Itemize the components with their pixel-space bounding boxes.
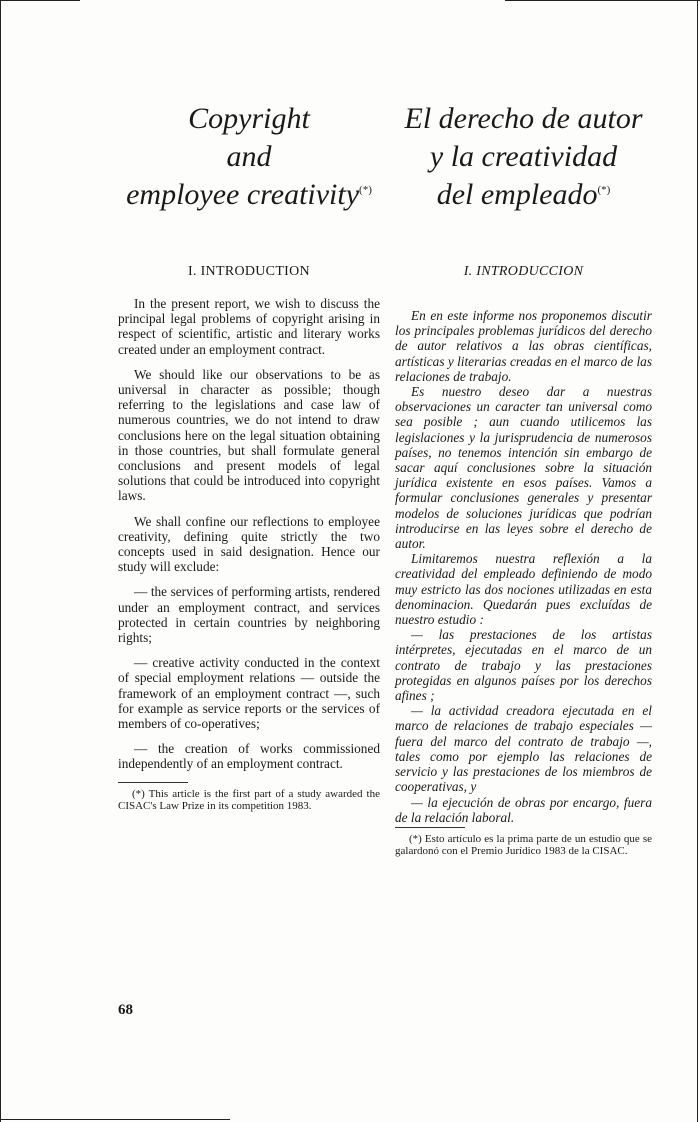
spanish-footnote-text: (*) Esto artículo es la prima parte de un estudio que se galardonó con el Premio Jurídico 1983 de la CISAC. [395, 832, 652, 858]
english-paragraph: — the creation of works commissioned independently of an employment contract. [118, 741, 380, 772]
page-number: 68 [118, 1002, 133, 1018]
english-section-heading: I. INTRODUCTION [188, 264, 310, 279]
spanish-footnote [395, 827, 652, 857]
english-title-footnote-mark: (*) [359, 184, 372, 196]
english-body [118, 296, 380, 772]
spanish-paragraph: — la actividad creadora ejecutada en el marco de relaciones de trabajo especiales — fuera del marco del contrato de trabajo —, tales como por ejemplo las relaciones de servicio y las prestaciones de los miembros de cooperativas, y [395, 703, 652, 795]
english-footnote [118, 782, 380, 812]
english-title-line-1: Copyright [188, 102, 310, 135]
top-right-rule [505, 0, 700, 1]
spanish-paragraph: Es nuestro deseo dar a nuestras observaciones un caracter tan universal como sea posible ; aun cuando utilicemos las legislaciones y la jurisprudencia de numerosos países, no tenemos intención sin embargo de sacar aquí conclusiones sobre la situación jurídica existente en esos países. Vamos a formular conclusiones generales y presentar modelos de soluciones jurídicas que podrían introducirse en las leyes sobre el derecho de autor. [395, 384, 652, 552]
english-title-line-3: employee creativity [126, 178, 360, 211]
spanish-title-line-1: El derecho de autor [404, 102, 643, 135]
right-edge-rule [697, 0, 698, 1122]
spanish-section-heading: I. INTRODUCCION [463, 264, 584, 279]
english-title [118, 100, 380, 232]
english-footnote-text: (*) This article is the first part of a study awarded the CISAC's Law Prize in its competition 1983. [118, 787, 380, 812]
spanish-title-line-2: y la creatividad [429, 140, 618, 173]
bottom-rule [0, 1119, 230, 1120]
spanish-paragraph: En en este informe nos proponemos discutir los principales problemas jurídicos del derecho de autor relativos a las obras científicas, artísticas y literarias creadas en el marco de las relaciones de trabajo. [395, 308, 652, 384]
left-edge-rule [0, 0, 1, 1122]
spanish-paragraph: — las prestaciones de los artistas intérpretes, ejecutadas en el marco de un contrato de trabajo y las prestaciones protegidas en algunos países por los derechos afines ; [395, 627, 652, 704]
english-paragraph: — the services of performing artists, rendered under an employment contract, and services protected in certain countries by neighboring rights; [118, 584, 380, 646]
spanish-body [395, 308, 652, 825]
english-column [118, 100, 380, 812]
top-left-rule [0, 0, 80, 1]
spanish-title [395, 100, 652, 232]
english-paragraph: In the present report, we wish to discuss the principal legal problems of copyright arising in respect of scientific, artistic and literary works created under an employment contract. [118, 296, 380, 357]
english-paragraph: — creative activity conducted in the context of special employment relations — outside the framework of an employment contract —, such for example as service reports or the services of members of co-operatives; [118, 655, 380, 732]
english-paragraph: We shall confine our reflections to employee creativity, defining quite strictly the two concepts used in said designation. Hence our study will exclude: [118, 513, 380, 575]
spanish-title-footnote-mark: (*) [597, 184, 611, 196]
english-title-line-2: and [226, 140, 272, 173]
english-paragraph: We should like our observations to be as universal in character as possible; though referring to the legislations and case law of numerous countries, we do not intend to draw conclusions here on the legal situation obtaining in those countries, but shall formulate general conclusions and present models of legal solutions that could be introduced into copyright laws. [118, 366, 380, 504]
spanish-column [395, 100, 652, 857]
spanish-paragraph: Limitaremos nuestra reflexión a la creatividad del empleado definiendo de modo muy estricto las dos nociones utilizadas en esta denominacion. Quedarán pues excluídas de nuestro estudio : [395, 551, 652, 628]
spanish-title-line-3: del empleado [436, 178, 598, 211]
spanish-paragraph: — la ejecución de obras por encargo, fuera de la relación laboral. [395, 794, 652, 825]
